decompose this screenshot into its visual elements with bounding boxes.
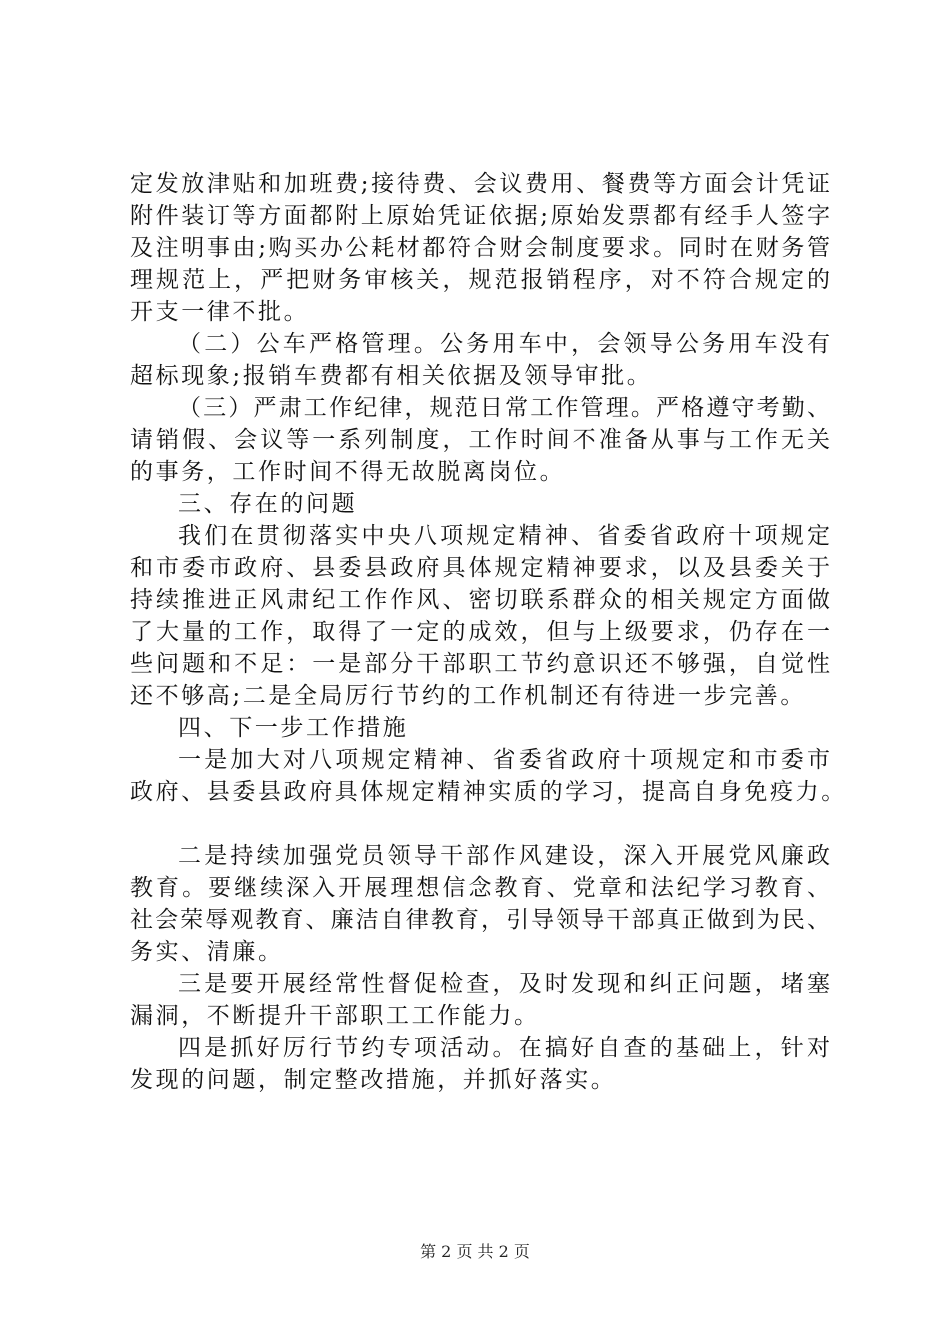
section-heading: 四、下一步工作措施 [178,715,409,741]
body-line: 超标现象;报销车费都有相关依据及领导审批。 [130,363,653,389]
body-line: 理规范上，严把财务审核关，规范报销程序，对不符合规定的 [130,267,830,293]
body-line: 持续推进正风肃纪工作作风、密切联系群众的相关规定方面做 [130,587,830,613]
body-line: 些问题和不足：一是部分干部职工节约意识还不够强，自觉性 [130,651,830,677]
body-line: （二）公车严格管理。公务用车中，会领导公务用车没有 [178,331,830,357]
document-body [130,168,847,1096]
body-line: 发现的问题，制定整改措施，并抓好落实。 [130,1067,617,1093]
body-line: 社会荣辱观教育、廉洁自律教育，引导领导干部真正做到为民、 [130,907,830,933]
body-line: 还不够高;二是全局厉行节约的工作机制还有待进一步完善。 [130,683,806,709]
section-heading: 三、存在的问题 [178,491,358,517]
body-line: 教育。要继续深入开展理想信念教育、党章和法纪学习教育、 [130,875,830,901]
body-line: 二是持续加强党员领导干部作风建设，深入开展党风廉政 [178,843,830,869]
body-line: 四是抓好厉行节约专项活动。在搞好自查的基础上，针对 [178,1035,830,1061]
body-line: 及注明事由;购买办公耗材都符合财会制度要求。同时在财务管 [130,235,830,261]
body-line: 一是加大对八项规定精神、省委省政府十项规定和市委市 [178,747,830,773]
body-line: 漏洞，不断提升干部职工工作能力。 [130,1003,540,1029]
body-line: 开支一律不批。 [130,299,310,325]
body-line: 务实、清廉。 [130,939,284,965]
body-line: 定发放津贴和加班费;接待费、会议费用、餐费等方面会计凭证 [130,171,830,197]
body-line: 三是要开展经常性督促检查，及时发现和纠正问题，堵塞 [178,971,830,997]
body-line: 和市委市政府、县委县政府具体规定精神要求，以及县委关于 [130,555,830,581]
page-footer: 第 2 页 共 2 页 [420,1242,530,1261]
body-line: 了大量的工作，取得了一定的成效，但与上级要求，仍存在一 [130,619,830,645]
body-line: 附件装订等方面都附上原始凭证依据;原始发票都有经手人签字 [130,203,830,229]
paragraph-gap [130,808,830,840]
body-line: 我们在贯彻落实中央八项规定精神、省委省政府十项规定 [178,523,830,549]
body-line: （三）严肃工作纪律，规范日常工作管理。严格遵守考勤、 [178,395,830,421]
body-line: 政府、县委县政府具体规定精神实质的学习，提高自身免疫力。 [130,779,847,805]
body-line: 请销假、会议等一系列制度，工作时间不准备从事与工作无关 [130,427,830,453]
body-line: 的事务，工作时间不得无故脱离岗位。 [130,459,566,485]
